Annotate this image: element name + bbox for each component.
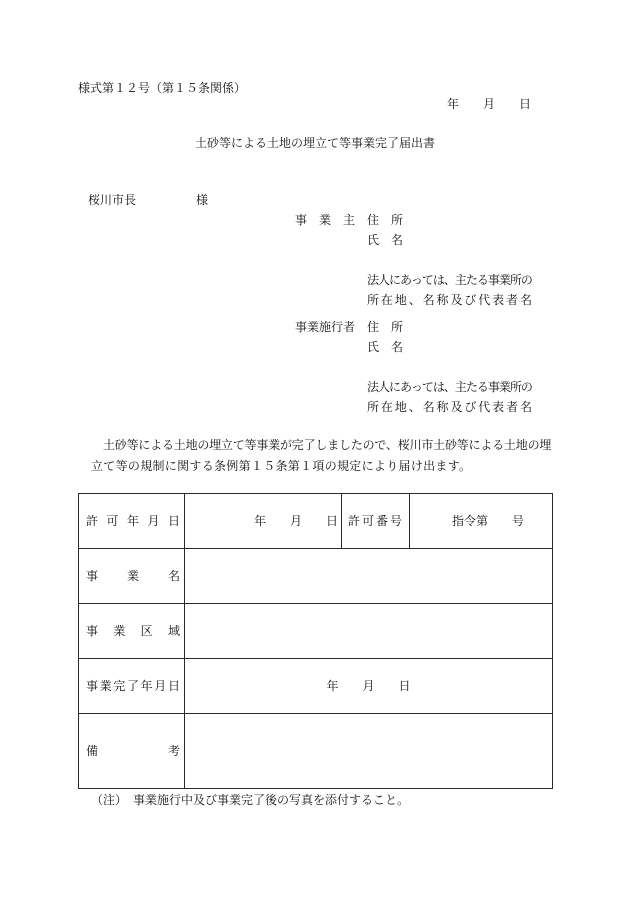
contractor-address-label-char: 住 xyxy=(367,320,380,334)
statement-line-1: 土砂等による土地の埋立て等事業が完了しましたので、桜川市土砂等による土地の埋 xyxy=(103,438,552,452)
table-row-completion-date xyxy=(79,659,553,714)
project-name-label-char: 名 xyxy=(167,569,180,583)
table-row-project-area xyxy=(79,604,553,659)
owner-corporate-note-line-2-char: 地 xyxy=(394,293,407,307)
owner-corporate-note-line-2-char: 在 xyxy=(380,293,393,307)
contractor-corporate-note-line-2-char: 在 xyxy=(380,400,393,414)
contractor-corporate-note-line-2-char: 代 xyxy=(478,400,491,414)
addressee-honorific: 様 xyxy=(196,193,209,207)
permit-date-label xyxy=(86,515,180,527)
permit-number-label-char: 号 xyxy=(389,514,402,528)
details-table xyxy=(78,493,553,789)
remarks-label xyxy=(86,745,180,757)
project-name-label-char: 業 xyxy=(126,569,139,583)
project-name-label-cell xyxy=(79,549,185,604)
remarks-label-char: 備 xyxy=(86,744,99,758)
completion-date-value: 年 月 日 xyxy=(185,659,553,714)
contractor-name-label-char: 名 xyxy=(390,340,403,354)
owner-corporate-note-line-2-char: 、 xyxy=(408,293,421,307)
owner-corporate-note-line-2-char: 所 xyxy=(367,293,380,307)
owner-corporate-note-line-2-char: 者 xyxy=(506,293,519,307)
permit-number-value: 指令第 号 xyxy=(410,494,553,549)
contractor-corporate-note-line-2 xyxy=(367,401,532,413)
document-title: 土砂等による土地の埋立て等事業完了届出書 xyxy=(194,136,435,150)
owner-role-label-char: 業 xyxy=(318,213,331,227)
contractor-corporate-note-line-2-char: 名 xyxy=(519,400,532,414)
contractor-role-label-char: 施 xyxy=(319,320,332,334)
table-row-permit xyxy=(79,494,553,549)
owner-corporate-note-line-2-char: 代 xyxy=(478,293,491,307)
submission-date: 年 月 日 xyxy=(447,97,532,111)
permit-number-label-char: 可 xyxy=(361,514,374,528)
project-name-field xyxy=(185,549,553,604)
contractor-role-label-char: 行 xyxy=(331,320,344,334)
owner-corporate-note-line-2-char: び xyxy=(464,293,477,307)
contractor-name-label xyxy=(367,341,403,353)
owner-corporate-note-line-2-char: 称 xyxy=(436,293,449,307)
project-area-label-cell xyxy=(79,604,185,659)
contractor-role-label-char: 者 xyxy=(343,320,356,334)
project-area-label-char: 業 xyxy=(113,624,126,638)
form-number: 様式第１２号（第１５条関係） xyxy=(78,81,247,95)
permit-date-label-char: 許 xyxy=(86,514,99,528)
contractor-corporate-note-line-2-char: 及 xyxy=(450,400,463,414)
permit-number-label-char: 番 xyxy=(375,514,388,528)
completion-date-label xyxy=(86,680,180,692)
contractor-address-label-char: 所 xyxy=(390,320,403,334)
table-row-project-name xyxy=(79,549,553,604)
contractor-role-label-char: 事 xyxy=(295,320,308,334)
owner-corporate-note-line-1: 法人にあっては、主たる事業所の xyxy=(367,273,532,287)
completion-date-label-char: 了 xyxy=(126,679,139,693)
completion-date-label-char: 年 xyxy=(140,679,153,693)
owner-corporate-note-line-2-char: 名 xyxy=(519,293,532,307)
completion-date-label-char: 業 xyxy=(99,679,112,693)
permit-date-value: 年 月 日 xyxy=(185,494,342,549)
project-area-label-char: 事 xyxy=(86,624,99,638)
contractor-corporate-note-line-2-char: 名 xyxy=(422,400,435,414)
completion-date-label-char: 月 xyxy=(154,679,167,693)
owner-address-label xyxy=(367,214,403,226)
contractor-role-label-char: 業 xyxy=(307,320,320,334)
contractor-corporate-note-line-2-char: 地 xyxy=(394,400,407,414)
permit-date-label-char: 年 xyxy=(126,514,139,528)
owner-corporate-note-line-2 xyxy=(367,294,532,306)
owner-name-label xyxy=(367,234,403,246)
project-area-label-char: 区 xyxy=(140,624,153,638)
contractor-corporate-note-line-2-char: 表 xyxy=(492,400,505,414)
owner-name-label-char: 名 xyxy=(390,233,403,247)
project-name-label-char: 事 xyxy=(86,569,99,583)
remarks-label-char: 考 xyxy=(167,744,180,758)
project-name-label xyxy=(86,570,180,582)
footnote: （注） 事業施行中及び事業完了後の写真を添付すること。 xyxy=(91,793,410,807)
statement-line-2: 立て等の規制に関する条例第１５条第１項の規定により届け出ます。 xyxy=(91,459,472,473)
contractor-corporate-note-line-2-char: び xyxy=(464,400,477,414)
completion-date-label-cell xyxy=(79,659,185,714)
permit-number-label xyxy=(348,515,402,527)
remarks-field xyxy=(185,714,553,789)
contractor-corporate-note-line-2-char: 所 xyxy=(367,400,380,414)
completion-date-label-char: 事 xyxy=(86,679,99,693)
contractor-corporate-note-line-2-char: 称 xyxy=(436,400,449,414)
contractor-corporate-note-line-2-char: 、 xyxy=(408,400,421,414)
remarks-label-cell xyxy=(79,714,185,789)
owner-address-label-char: 所 xyxy=(390,213,403,227)
project-area-field xyxy=(185,604,553,659)
contractor-role-label xyxy=(295,321,355,333)
owner-corporate-note-line-2-char: 表 xyxy=(492,293,505,307)
permit-number-label-cell xyxy=(342,494,410,549)
contractor-name-label-char: 氏 xyxy=(367,340,380,354)
owner-role-label-char: 事 xyxy=(295,213,308,227)
owner-corporate-note-line-2-char: 及 xyxy=(450,293,463,307)
addressee-name: 桜川市長 xyxy=(88,193,137,207)
contractor-corporate-note-line-2-char: 者 xyxy=(506,400,519,414)
permit-date-label-cell xyxy=(79,494,185,549)
completion-date-label-char: 完 xyxy=(113,679,126,693)
project-area-label xyxy=(86,625,180,637)
contractor-address-label xyxy=(367,321,403,333)
permit-date-label-char: 日 xyxy=(167,514,180,528)
owner-role-label xyxy=(295,214,355,226)
owner-name-label-char: 氏 xyxy=(367,233,380,247)
project-area-label-char: 域 xyxy=(167,624,180,638)
permit-date-label-char: 月 xyxy=(147,514,160,528)
completion-date-label-char: 日 xyxy=(167,679,180,693)
owner-corporate-note-line-2-char: 名 xyxy=(422,293,435,307)
owner-role-label-char: 主 xyxy=(342,213,355,227)
permit-date-label-char: 可 xyxy=(106,514,119,528)
owner-address-label-char: 住 xyxy=(367,213,380,227)
permit-number-label-char: 許 xyxy=(348,514,361,528)
contractor-corporate-note-line-1: 法人にあっては、主たる事業所の xyxy=(367,380,532,394)
table-row-remarks xyxy=(79,714,553,789)
